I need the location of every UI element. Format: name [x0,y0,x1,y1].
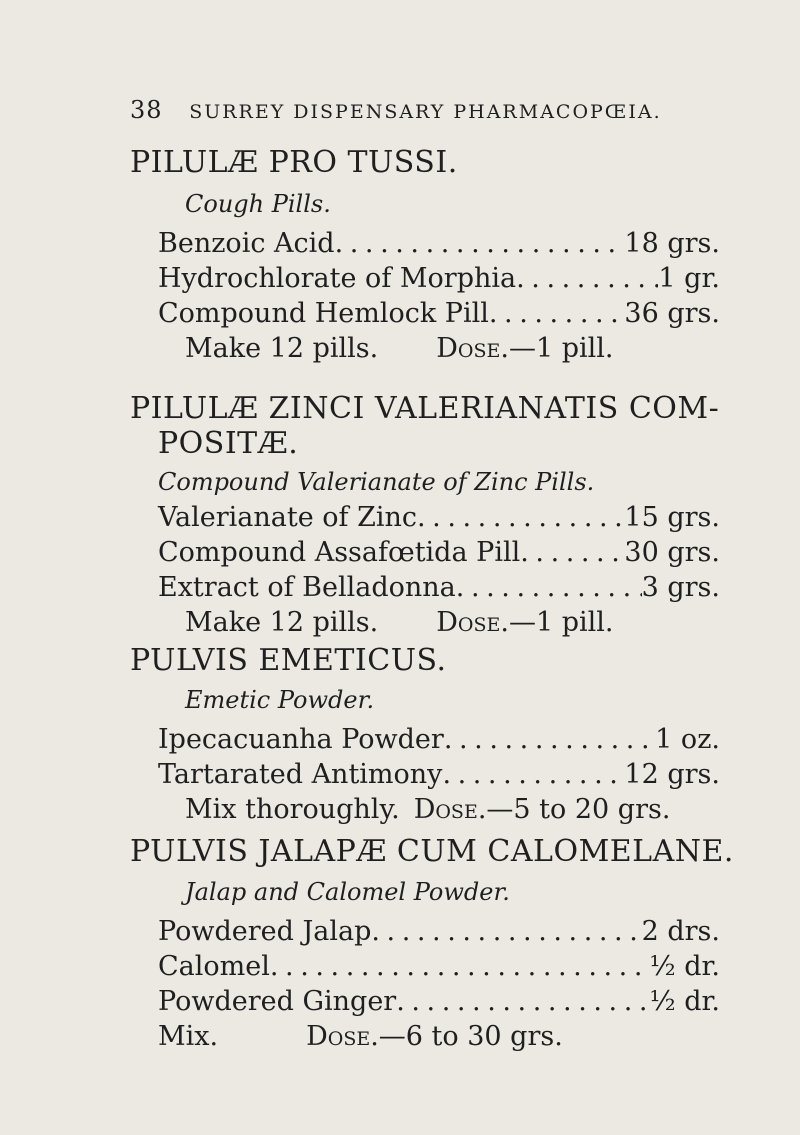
dose-label: Dose. [306,1021,379,1052]
leader-dots [489,298,625,329]
ingredient-qty: 36 grs. [624,298,720,329]
ingredient-name: Tartarated Antimony [158,759,443,790]
leader-dots [516,263,658,294]
ingredient-qty: 1 oz. [655,724,720,755]
page-number: 38 [130,96,163,124]
leader-dots [270,951,650,982]
ingredient-name: Compound Assafœtida Pill [158,537,521,568]
section-title-pulvis-jalapae: PULVIS JALAPÆ CUM CALOMELANE. [130,834,734,869]
instruction-line [185,333,613,364]
ingredient-qty: ½ dr. [649,986,720,1017]
section-title-pilulae-zinci-line2: POSITÆ. [158,426,299,461]
dose-label: Dose. [436,607,509,638]
leader-dots [456,572,642,603]
instruction-text: Mix thoroughly. [185,794,400,825]
dose-value: —5 to 20 grs. [486,794,671,825]
ingredient-qty: 18 grs. [624,228,720,259]
running-title: SURREY DISPENSARY PHARMACOPŒIA. [189,101,662,123]
leader-dots [442,759,624,790]
ingredient-row [158,759,720,790]
ingredient-row [158,298,720,329]
dose-value: —1 pill. [508,607,614,638]
instruction-line [158,1021,563,1052]
section-title-pilulae-pro-tussi: PILULÆ PRO TUSSI. [130,145,458,180]
leader-dots [396,986,649,1017]
section-title-pulvis-emeticus: PULVIS EMETICUS. [130,643,447,678]
leader-dots [417,502,624,533]
ingredient-qty: 12 grs. [624,759,720,790]
section-subtitle-emetic-powder: Emetic Powder. [185,686,375,714]
instruction-text: Make 12 pills. [185,333,379,364]
ingredient-qty: 30 grs. [624,537,720,568]
ingredient-row [158,537,720,568]
ingredient-row [158,572,720,603]
leader-dots [335,228,625,259]
ingredient-row [158,502,720,533]
ingredient-name: Hydrochlorate of Morphia [158,263,517,294]
leader-dots [371,916,641,947]
ingredient-row [158,724,720,755]
ingredient-row [158,263,720,294]
ingredient-qty: 1 gr. [658,263,720,294]
ingredient-row [158,986,720,1017]
leader-dots [444,724,655,755]
leader-dots [520,537,624,568]
section-subtitle-cough-pills: Cough Pills. [185,190,331,218]
ingredient-name: Powdered Ginger [158,986,397,1017]
ingredient-name: Calomel [158,951,270,982]
section-subtitle-jalap-calomel: Jalap and Calomel Powder. [185,878,510,906]
dose-value: —1 pill. [508,333,614,364]
ingredient-qty: 15 grs. [624,502,720,533]
ingredient-name: Compound Hemlock Pill [158,298,489,329]
dose-label: Dose. [436,333,509,364]
instruction-text: Make 12 pills. [185,607,379,638]
ingredient-name: Ipecacuanha Powder [158,724,444,755]
ingredient-qty: 3 grs. [641,572,720,603]
ingredient-name: Valerianate of Zinc [158,502,418,533]
ingredient-name: Extract of Belladonna [158,572,456,603]
page-header [130,96,662,124]
ingredient-name: Benzoic Acid [158,228,335,259]
dose-value: —6 to 30 grs. [378,1021,563,1052]
instruction-line [185,607,613,638]
instruction-text: Mix. [158,1021,219,1052]
ingredient-row [158,951,720,982]
ingredient-row [158,228,720,259]
ingredient-qty: 2 drs. [641,916,720,947]
dose-label: Dose. [413,794,487,825]
ingredient-row [158,916,720,947]
ingredient-name: Powdered Jalap [158,916,372,947]
ingredient-qty: ½ dr. [649,951,720,982]
section-title-pilulae-zinci-line1: PILULÆ ZINCI VALERIANATIS COM- [130,391,720,426]
section-subtitle-valerianate: Compound Valerianate of Zinc Pills. [158,468,595,496]
instruction-line [185,794,670,825]
